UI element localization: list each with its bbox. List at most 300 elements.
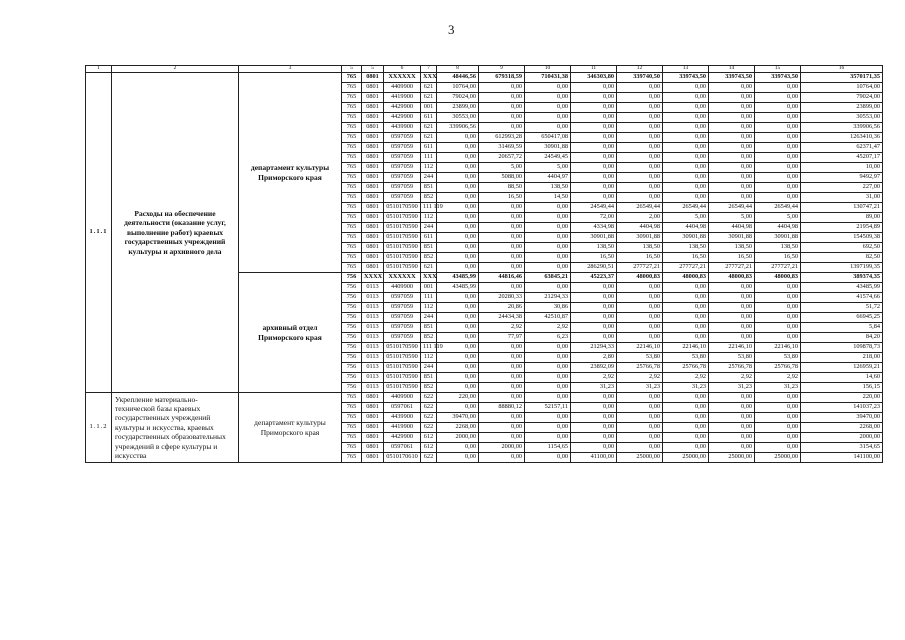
table-cell: 0510170610 [384,453,421,463]
table-cell: 20657,72 [479,153,525,163]
table-cell: 756 [342,273,362,283]
table-cell: 0801 [362,413,384,423]
table-cell: 0,00 [525,283,571,293]
table-cell: 0,00 [571,413,617,423]
table-cell: 0,00 [709,103,755,113]
table-cell: 0,00 [617,433,663,443]
table-cell: 16,50 [663,253,709,263]
table-cell: 0,00 [617,173,663,183]
table-cell: 650417,08 [525,133,571,143]
table-cell: 30,86 [525,303,571,313]
table-cell: 0,00 [479,113,525,123]
table-cell: 2,80 [571,353,617,363]
table-cell: 0,00 [571,93,617,103]
table-cell: 0,00 [525,373,571,383]
table-cell: 5,00 [663,213,709,223]
table-cell: 277727,21 [709,263,755,273]
table-cell: 0,00 [571,153,617,163]
table-cell: 0801 [362,143,384,153]
table-cell: 4334,98 [571,223,617,233]
table-cell: 0,00 [617,333,663,343]
table-cell: 0,00 [617,393,663,403]
section-title: Укрепление материально-технической базы краевых государственных учреждений культуры и искусства, краевых государственных образовательных учреждений в сфере культуры и искусства [112,393,239,463]
table-cell: 0,00 [437,163,479,173]
table-cell: 2,92 [479,323,525,333]
table-cell: 0,00 [479,83,525,93]
table-cell: 0113 [362,303,384,313]
header-numbers-row [86,66,883,73]
table-cell: 0,00 [617,283,663,293]
table-cell: 5,84 [801,323,883,333]
table-cell: 0801 [362,183,384,193]
table-cell: 389374,35 [801,273,883,283]
table-cell: 0,00 [663,163,709,173]
table-cell: 0801 [362,83,384,93]
table-cell: 0,00 [755,323,801,333]
table-cell: 0,00 [663,393,709,403]
table-cell: 0,00 [437,333,479,343]
table-cell: 0,00 [437,153,479,163]
column-number-header: 1 [86,66,112,73]
table-cell: 851 [421,243,437,253]
table-cell: 130747,21 [801,203,883,213]
table-cell: 0,00 [755,103,801,113]
table-cell: 45207,17 [801,153,883,163]
table-cell: 0801 [362,263,384,273]
table-cell: 339743,50 [709,73,755,83]
table-cell: 851 [421,183,437,193]
table-cell: 765 [342,213,362,223]
budget-table-container [85,65,880,577]
section-title: Расходы на обеспечение деятельности (оказание услуг, выполнение работ) краевых государственных учреждений культуры и архивного дела [112,73,239,393]
table-cell: 0,00 [755,113,801,123]
table-cell: 0113 [362,293,384,303]
table-cell: 25766,78 [663,363,709,373]
table-cell: 16,50 [755,253,801,263]
table-cell: 0113 [362,343,384,353]
table-cell: 756 [342,373,362,383]
table-cell: 0801 [362,93,384,103]
table-cell: 138,50 [617,243,663,253]
table-cell: 0,00 [437,383,479,393]
table-cell: 765 [342,223,362,233]
table-cell: 0,00 [479,243,525,253]
table-cell: 42510,87 [525,313,571,323]
table-cell: 53,80 [755,353,801,363]
page-number: 3 [448,22,455,37]
table-cell: 0,00 [479,203,525,213]
table-cell: XXXXXX [384,73,421,83]
column-number-header: 9 [479,66,525,73]
table-cell: 4404,98 [755,223,801,233]
table-cell: 23892,09 [571,363,617,373]
table-cell: 0510170590 [384,373,421,383]
table-cell: 112 [421,353,437,363]
table-cell: 0,00 [525,123,571,133]
table-cell: 2,00 [617,213,663,223]
table-cell: 0,00 [709,113,755,123]
table-cell: 22146,10 [709,343,755,353]
table-cell: 5088,00 [479,173,525,183]
table-cell: 4409900 [384,283,421,293]
table-cell: 0,00 [571,173,617,183]
table-cell: 14,60 [801,373,883,383]
table-cell: 0,00 [571,193,617,203]
table-cell: 4419900 [384,423,421,433]
section-number: 1.1.1 [86,73,112,393]
table-cell: 277727,21 [663,263,709,273]
table-cell: 154509,38 [801,233,883,243]
table-cell: 765 [342,123,362,133]
table-cell: 31,23 [755,383,801,393]
table-cell: 0,00 [755,313,801,323]
organization-name: департамент культуры Приморского края [239,393,342,463]
table-cell: 16,50 [617,253,663,263]
table-cell: 0,00 [525,243,571,253]
table-cell: 0113 [362,323,384,333]
table-cell: 48000,83 [709,273,755,283]
table-cell: 5,00 [755,213,801,223]
table-cell: 621 [421,133,437,143]
table-cell: 0801 [362,453,384,463]
table-cell: 244 [421,313,437,323]
table-cell: 0,00 [571,283,617,293]
table-cell: 0,00 [437,233,479,243]
table-cell: 0597061 [384,443,421,453]
table-cell: 0,00 [663,193,709,203]
table-cell: 0597061 [384,403,421,413]
table-cell: 0,00 [479,433,525,443]
table-cell: 0,00 [525,343,571,353]
section-number: 1.1.2 [86,393,112,463]
table-cell: 0113 [362,353,384,363]
table-cell: XXX [421,273,437,283]
table-cell: 0,00 [755,173,801,183]
table-cell: 765 [342,263,362,273]
table-cell: 111 [421,153,437,163]
table-cell: 0,00 [755,183,801,193]
table-cell: 852 [421,383,437,393]
table-cell: 109878,73 [801,343,883,353]
table-cell: 0,00 [617,153,663,163]
table-cell: 0,00 [663,183,709,193]
table-cell: 0,00 [437,253,479,263]
table-cell: 0,00 [617,83,663,93]
table-cell: 0,00 [709,153,755,163]
table-cell: 16,50 [709,253,755,263]
table-cell: 0597059 [384,313,421,323]
table-cell: 0510170590 [384,253,421,263]
table-cell: 6,23 [525,333,571,343]
table-cell: 756 [342,283,362,293]
table-cell: 851 [421,323,437,333]
table-cell: 2000,00 [479,443,525,453]
table-cell: 1397199,35 [801,263,883,273]
table-cell: 0801 [362,113,384,123]
table-cell: 0,00 [571,163,617,173]
table-cell: 0,00 [617,323,663,333]
column-number-header: 3 [239,66,342,73]
table-cell: 0,00 [617,293,663,303]
table-cell: 48000,83 [617,273,663,283]
table-cell: 111 119 [421,203,437,213]
table-cell: 43485,99 [437,283,479,293]
table-cell: 0,00 [663,403,709,413]
table-cell: 16,50 [479,193,525,203]
table-cell: 84,20 [801,333,883,343]
table-cell: 0,00 [755,193,801,203]
table-cell: 0,00 [709,333,755,343]
table-cell: 0510170590 [384,263,421,273]
table-cell: 692,50 [801,243,883,253]
table-cell: 0,00 [755,83,801,93]
table-cell: 612 [421,433,437,443]
table-cell: 43485,99 [801,283,883,293]
table-cell: 765 [342,203,362,213]
table-cell: 30553,00 [801,113,883,123]
table-cell: 0,00 [663,303,709,313]
table-cell: 0801 [362,233,384,243]
table-cell: 765 [342,183,362,193]
table-cell: 611 [421,143,437,153]
table-cell: 79024,00 [801,93,883,103]
table-cell: 0,00 [709,83,755,93]
table-cell: 622 [421,413,437,423]
table-cell: 138,50 [709,243,755,253]
table-cell: 679318,59 [479,73,525,83]
table-cell: 765 [342,413,362,423]
table-cell: 0,00 [663,323,709,333]
table-cell: 48000,83 [755,273,801,283]
table-cell: 0,00 [617,443,663,453]
table-cell: 31,23 [709,383,755,393]
table-cell: 0,00 [663,293,709,303]
table-cell: 0,00 [663,433,709,443]
table-cell: 30901,88 [617,233,663,243]
table-cell: 0,00 [525,433,571,443]
table-cell: 0,00 [437,353,479,363]
table-cell: 25766,78 [617,363,663,373]
table-cell: 0,00 [617,103,663,113]
table-cell: 63845,21 [525,273,571,283]
table-cell: 112 [421,303,437,313]
table-cell: 22146,10 [617,343,663,353]
table-cell: 0,00 [617,143,663,153]
table-cell: 0,00 [437,363,479,373]
table-cell: 765 [342,423,362,433]
table-cell: 0,00 [479,373,525,383]
table-cell: 2,92 [525,323,571,333]
table-cell: 0,00 [755,433,801,443]
table-cell: 25000,00 [709,453,755,463]
table-cell: 0,00 [755,443,801,453]
table-cell: 25000,00 [663,453,709,463]
table-cell: 2268,00 [437,423,479,433]
table-cell: 0,00 [571,313,617,323]
table-cell: 4404,98 [709,223,755,233]
table-cell: 0,00 [479,253,525,263]
table-cell: 0,00 [617,423,663,433]
table-cell: 138,50 [755,243,801,253]
table-cell: 23899,00 [801,103,883,113]
table-cell: 0,00 [663,413,709,423]
table-cell: 0,00 [571,133,617,143]
table-cell: 0801 [362,173,384,183]
table-cell: 0,00 [709,143,755,153]
table-cell: 0,00 [525,223,571,233]
table-cell: 4439900 [384,413,421,423]
table-cell: 5,00 [479,163,525,173]
table-cell: 765 [342,83,362,93]
table-cell: 48446,56 [437,73,479,83]
table-cell: 0,00 [437,403,479,413]
table-row [86,73,883,83]
table-cell: 0597059 [384,153,421,163]
table-cell: 2,92 [571,373,617,383]
table-cell: 3570171,35 [801,73,883,83]
table-cell: 756 [342,343,362,353]
table-cell: 0,00 [479,213,525,223]
table-cell: 0801 [362,393,384,403]
table-cell: 0,00 [755,163,801,173]
table-cell: 112 [421,213,437,223]
table-cell: 0,00 [571,123,617,133]
table-cell: 0,00 [571,403,617,413]
table-cell: 0,00 [479,93,525,103]
table-cell: 26549,44 [663,203,709,213]
table-cell: 852 [421,253,437,263]
table-cell: 0,00 [709,323,755,333]
table-cell: 0113 [362,373,384,383]
table-cell: 0,00 [437,243,479,253]
table-cell: 0,00 [437,313,479,323]
table-cell: 4409900 [384,83,421,93]
table-cell: 0,00 [525,213,571,223]
table-cell: 0,00 [617,313,663,323]
table-cell: 756 [342,383,362,393]
table-cell: 26549,44 [755,203,801,213]
table-cell: 138,50 [571,243,617,253]
table-cell: 39470,00 [801,413,883,423]
table-cell: 0113 [362,313,384,323]
table-cell: 0,00 [525,383,571,393]
table-cell: 138,50 [525,183,571,193]
table-cell: 0510170590 [384,203,421,213]
table-cell: 0,00 [525,423,571,433]
table-cell: 0,00 [617,133,663,143]
table-cell: 62371,47 [801,143,883,153]
table-cell: 0801 [362,403,384,413]
table-cell: 39470,00 [437,413,479,423]
table-cell: 0,00 [571,423,617,433]
table-cell: 16,50 [571,253,617,263]
table-cell: 79024,00 [437,93,479,103]
table-cell: 0,00 [437,183,479,193]
table-cell: 0,00 [525,393,571,403]
table-cell: 77,97 [479,333,525,343]
table-cell: 156,15 [801,383,883,393]
table-cell: 0,00 [755,423,801,433]
table-cell: 0,00 [525,93,571,103]
table-cell: 4404,98 [663,223,709,233]
table-cell: 0,00 [437,223,479,233]
table-cell: 765 [342,143,362,153]
table-cell: 0597059 [384,173,421,183]
organization-name: департамент культуры Приморского края [239,73,342,273]
table-cell: 710431,38 [525,73,571,83]
table-cell: 0,00 [437,143,479,153]
table-cell: 0,00 [479,353,525,363]
table-cell: 0,00 [525,363,571,373]
table-cell: 4419900 [384,93,421,103]
table-cell: 346303,80 [571,73,617,83]
table-cell: 10,00 [801,163,883,173]
table-cell: 756 [342,363,362,373]
table-cell: 0597059 [384,163,421,173]
table-cell: 31469,59 [479,143,525,153]
table-cell: 0,00 [479,233,525,243]
table-cell: XXXX [362,273,384,283]
table-cell: 0,00 [663,443,709,453]
table-cell: 765 [342,243,362,253]
table-cell: 0,00 [755,393,801,403]
table-cell: 339743,50 [663,73,709,83]
column-number-header: 7 [421,66,437,73]
table-cell: 277727,21 [755,263,801,273]
table-cell: 0,00 [571,143,617,153]
table-cell: 0,00 [437,213,479,223]
table-cell: 621 [421,93,437,103]
table-cell: 30553,00 [437,113,479,123]
table-cell: 2,92 [663,373,709,383]
table-cell: 0,00 [525,263,571,273]
column-number-header: 15 [755,66,801,73]
table-cell: 765 [342,403,362,413]
table-cell: 765 [342,173,362,183]
table-cell: 0,00 [755,153,801,163]
table-cell: 244 [421,223,437,233]
table-cell: 0,00 [479,123,525,133]
table-cell: 339906,56 [801,123,883,133]
table-cell: 0,00 [525,253,571,263]
table-cell: 0801 [362,133,384,143]
table-cell: 4404,98 [617,223,663,233]
table-cell: 31,23 [617,383,663,393]
column-number-header: 10 [525,66,571,73]
table-cell: 0801 [362,213,384,223]
table-cell: 0801 [362,423,384,433]
table-cell: 31,00 [801,193,883,203]
table-cell: 0113 [362,333,384,343]
table-cell: 44816,46 [479,273,525,283]
table-cell: 111 119 [421,343,437,353]
column-number-header: 6 [384,66,421,73]
table-cell: 0,00 [617,123,663,133]
table-cell: 0,00 [571,103,617,113]
table-cell: 0510170590 [384,243,421,253]
table-cell: 0,00 [709,423,755,433]
table-cell: 0,00 [571,183,617,193]
table-cell: 277727,21 [617,263,663,273]
table-cell: 0,00 [709,193,755,203]
table-cell: 765 [342,393,362,403]
table-cell: 0,00 [663,423,709,433]
table-cell: 0,00 [479,453,525,463]
column-number-header: 13 [663,66,709,73]
table-cell: 21954,89 [801,223,883,233]
table-cell: 14,50 [525,193,571,203]
table-cell: 0,00 [437,173,479,183]
